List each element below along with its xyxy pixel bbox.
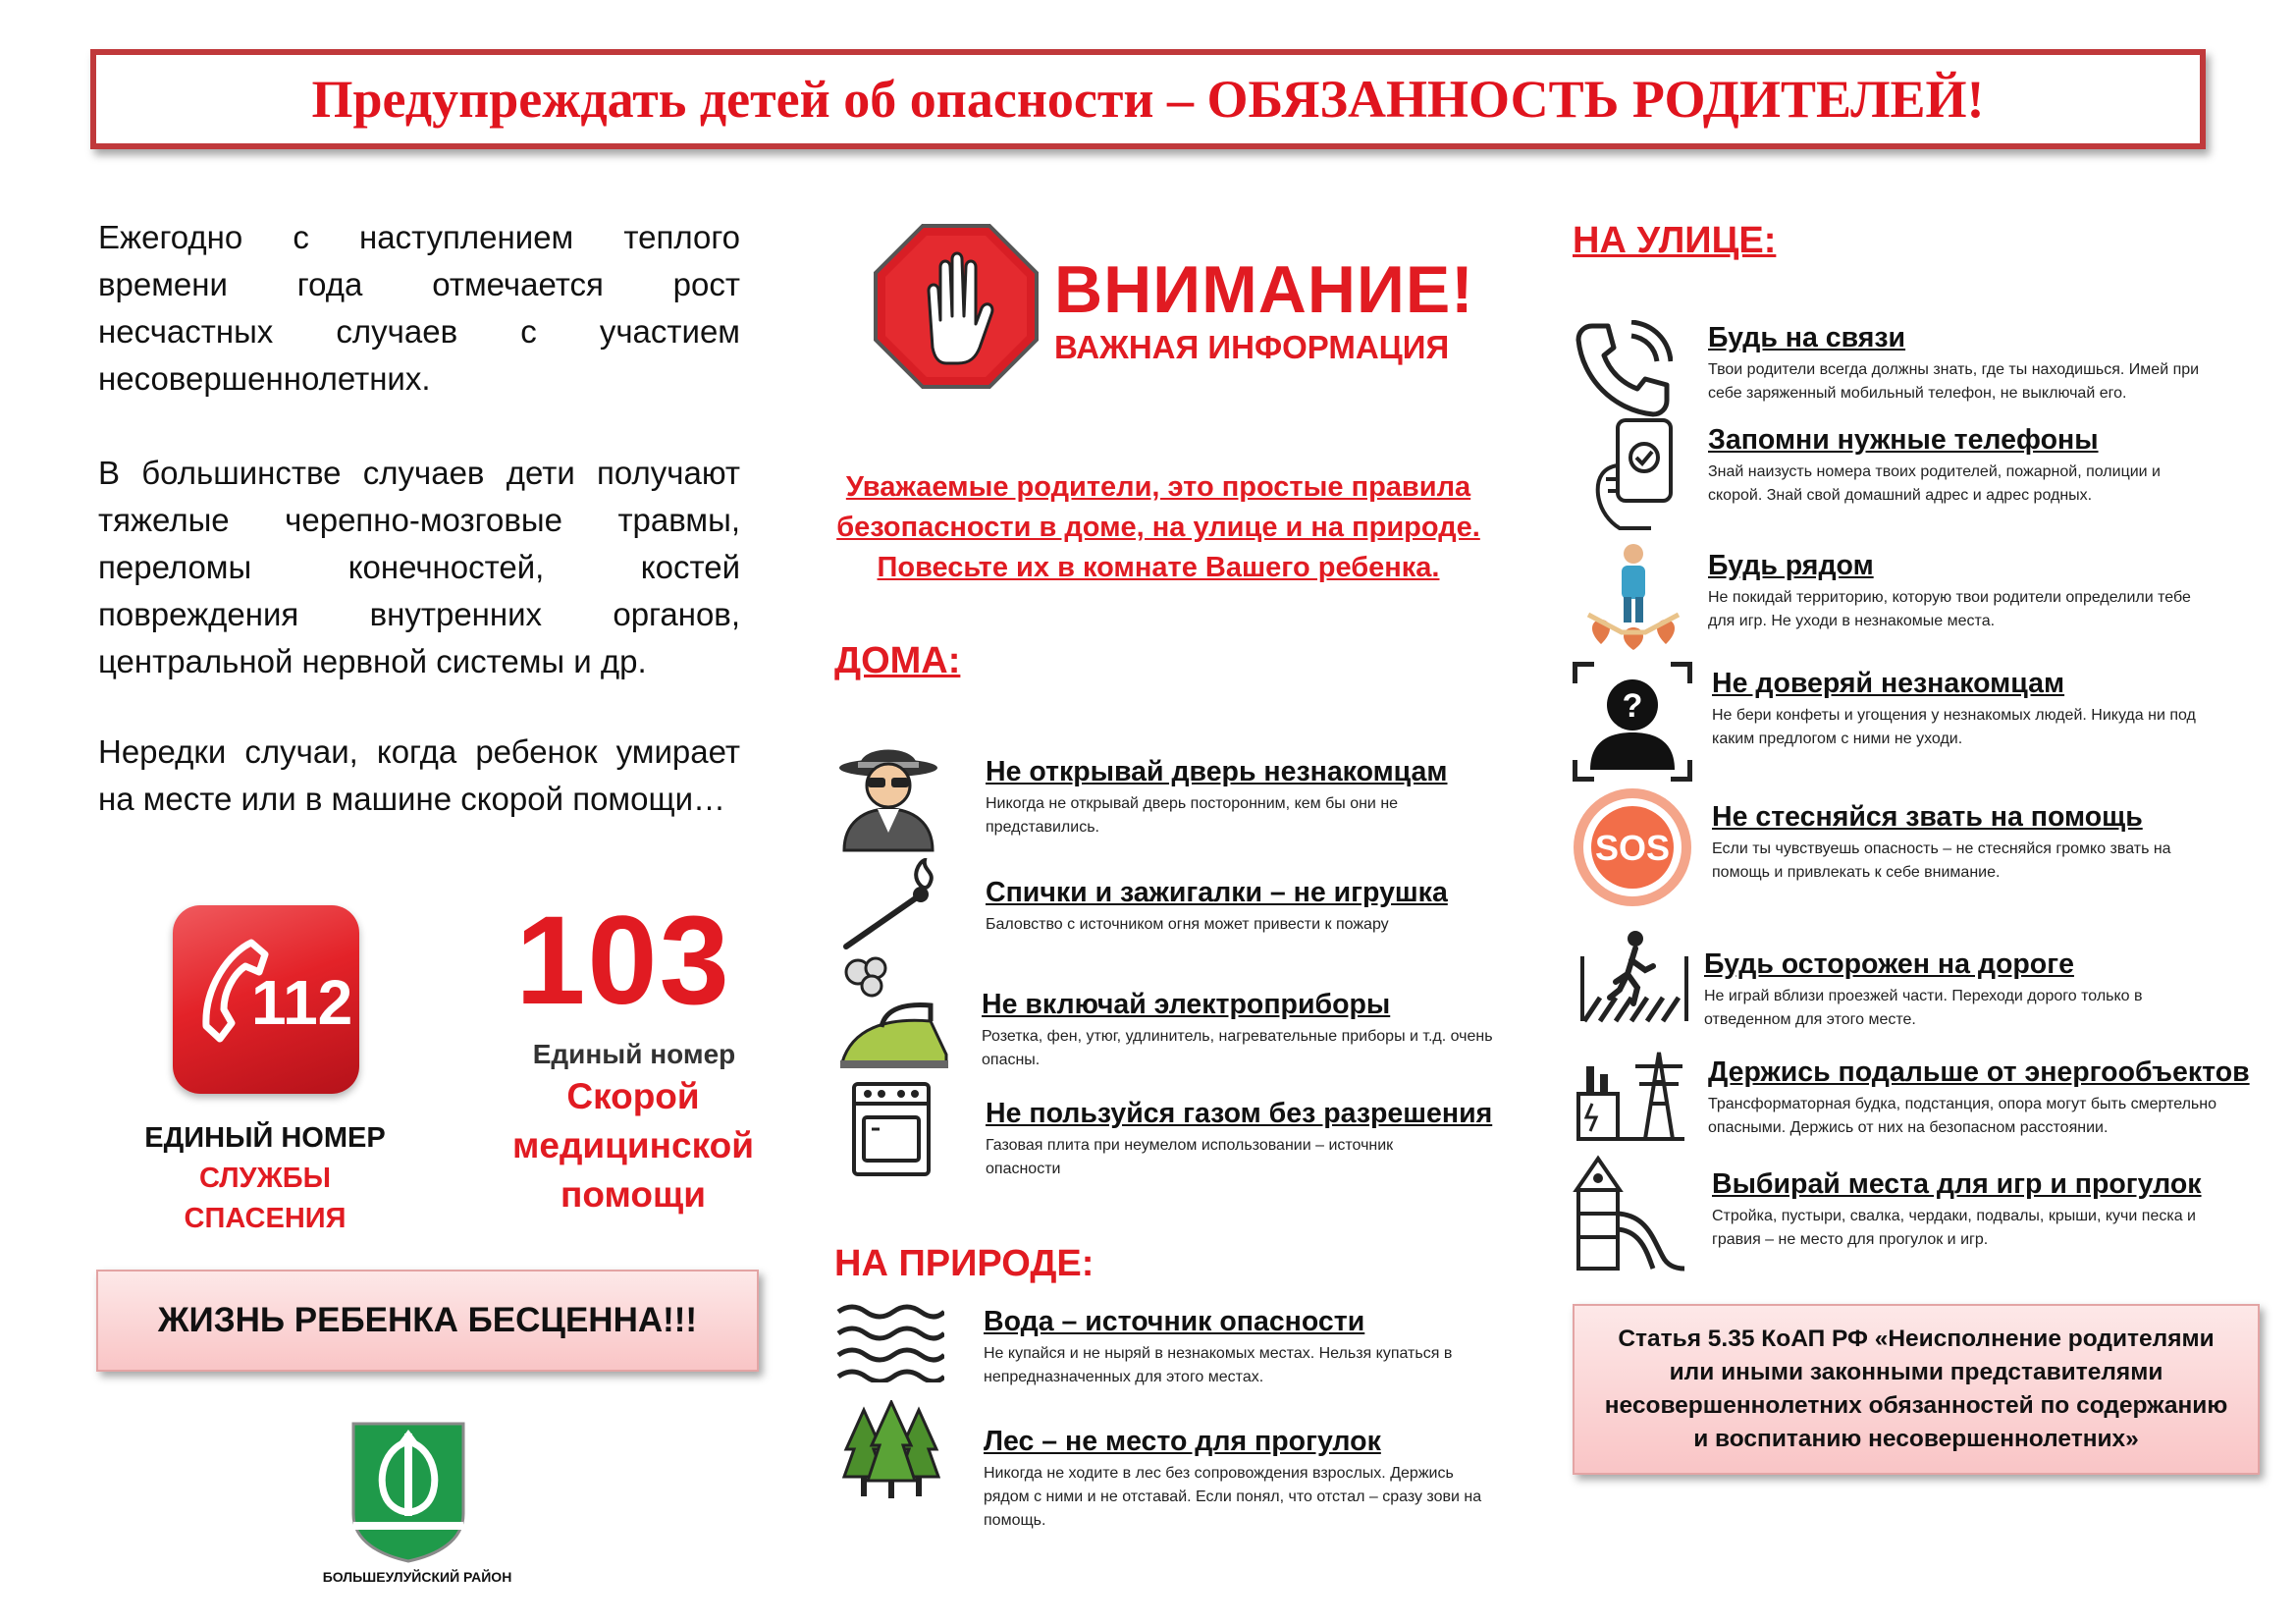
svg-text:SOS: SOS (1594, 828, 1671, 868)
life-priceless-text: ЖИЗНЬ РЕБЕНКА БЕСЦЕННА!!! (157, 1301, 698, 1339)
street-rule-3-desc: Не покидай территорию, которую твои родители определили тебе для игр. Не уходи в незнакомые места. (1708, 589, 2191, 629)
home-rule-4-title: Не пользуйся газом без разрешения (986, 1098, 1493, 1129)
home-rule-1-title: Не открывай дверь незнакомцам (986, 756, 1448, 787)
nature-rule-1-desc: Не купайся и не ныряй в незнакомых местах. Нельзя купаться в непредназначенных для этого местах. (984, 1345, 1453, 1385)
intro-paragraph-2: В большинстве случаев дети получают тяжелые черепно-мозговые травмы, переломы конечностей, костей повреждения внутренних органов, центральной нервной системы и др. (98, 455, 740, 679)
attention-title: ВНИМАНИЕ! (1054, 252, 1474, 327)
page-header (90, 49, 2206, 149)
person-location-icon (1582, 542, 1684, 650)
street-rule-7-desc: Трансформаторная будка, подстанция, опора могут быть смертельно опасными. Держись от них на безопасном расстоянии. (1708, 1096, 2216, 1136)
nature-rule-1-title: Вода – источник опасности (984, 1306, 1365, 1337)
intro-paragraph-3: Нередки случаи, когда ребенок умирает на месте или в машине скорой помощи… (98, 733, 740, 817)
street-rule-4-title: Не доверяй незнакомцам (1712, 668, 2065, 699)
ambulance-label (481, 1072, 785, 1219)
district-coat-of-arms-icon (349, 1420, 467, 1563)
notice-line-3: Повесьте их в комнате Вашего ребенка. (877, 552, 1440, 583)
district-name: БОЛЬШЕУЛУЙСКИЙ РАЙОН (322, 1569, 512, 1585)
home-rule-2-desc: Баловство с источником огня может привести к пожару (986, 916, 1389, 933)
notice-line-1: Уважаемые родители, это простые правила (845, 471, 1471, 503)
section-nature-title: НА ПРИРОДЕ: (834, 1243, 1095, 1284)
street-rule-5-desc: Если ты чувствуешь опасность – не стесняйся громко звать на помощь и привлекать к себе внимание. (1712, 840, 2171, 881)
burning-match-icon (840, 858, 946, 952)
intro-paragraph-1: Ежегодно с наступлением теплого времени года отмечается рост несчастных случаев с участием несовершеннолетних. (98, 219, 740, 397)
ambulance-label-line4: помощи (561, 1174, 706, 1215)
attention-subtitle: ВАЖНАЯ ИНФОРМАЦИЯ (1054, 329, 1450, 365)
street-rule-8-desc: Стройка, пустыри, свалка, чердаки, подвалы, крыши, кучи песка и гравия – не место для прогулок и игр. (1712, 1208, 2196, 1248)
street-rule-8-title: Выбирай места для игр и прогулок (1712, 1168, 2202, 1200)
rescue-label-line1: ЕДИНЫЙ НОМЕР (144, 1122, 386, 1154)
sos-icon (1571, 785, 1694, 909)
phone-call-icon (1575, 320, 1673, 418)
crosswalk-icon (1580, 929, 1688, 1023)
home-rule-2-title: Спички и зажигалки – не игрушка (986, 877, 1448, 908)
ambulance-label-line1: Единый номер (532, 1039, 736, 1069)
parents-notice (825, 467, 1492, 588)
rescue-label-line2: СЛУЖБЫ (198, 1163, 332, 1194)
stranger-spy-icon (830, 736, 946, 852)
water-waves-icon (834, 1302, 944, 1382)
unknown-person-icon (1573, 662, 1692, 782)
street-rule-5-title: Не стесняйся звать на помощь (1712, 801, 2143, 833)
home-rule-3-title: Не включай электроприборы (982, 989, 1391, 1020)
nature-rule-2-desc: Никогда не ходите в лес без сопровождения взрослых. Держись рядом с ними и не отставай. Если понял, что отстал – сразу зови на помощь. (984, 1465, 1482, 1529)
law-article-box (1573, 1304, 2260, 1475)
street-rule-2-desc: Знай наизусть номера твоих родителей, пожарной, полиции и скорой. Знай свой домашний адрес и адрес родных. (1708, 463, 2161, 504)
rescue-112-tile (173, 905, 359, 1094)
svg-text:?: ? (1622, 687, 1643, 725)
street-rule-1-title: Будь на связи (1708, 322, 1906, 353)
smoking-iron-icon (836, 956, 952, 1072)
street-rule-2-title: Запомни нужные телефоны (1708, 424, 2099, 456)
ambulance-label-line2: Скорой (566, 1076, 700, 1116)
notice-line-2: безопасности в доме, на улице и на природе. (836, 512, 1480, 543)
gas-stove-icon (850, 1080, 933, 1178)
ambulance-number: 103 (515, 891, 731, 1031)
home-rule-4-desc: Газовая плита при неумелом использовании – источник опасности (986, 1137, 1394, 1177)
ambulance-label-line3: медицинской (512, 1125, 754, 1165)
stop-hand-icon (872, 222, 1041, 391)
street-rule-7-title: Держись подальше от энергообъектов (1708, 1056, 2250, 1088)
street-rule-3-title: Будь рядом (1708, 550, 1874, 581)
section-street-title: НА УЛИЦЕ: (1573, 220, 1777, 261)
street-rule-6-title: Будь осторожен на дороге (1704, 948, 2074, 980)
nature-rule-2-title: Лес – не место для прогулок (984, 1426, 1381, 1457)
rescue-label-line3: СПАСЕНИЯ (184, 1203, 347, 1234)
playground-icon (1569, 1155, 1688, 1272)
street-rule-4-desc: Не бери конфеты и угощения у незнакомых людей. Никуда ни под каким предлогом с ними не уходи. (1712, 707, 2196, 747)
power-plant-icon (1575, 1049, 1686, 1143)
life-priceless-banner (96, 1270, 759, 1372)
page-title: Предупреждать детей об опасности – ОБЯЗАННОСТЬ РОДИТЕЛЕЙ! (311, 70, 1985, 129)
forest-trees-icon (842, 1400, 940, 1500)
section-home-title: ДОМА: (834, 640, 961, 681)
phone-in-hand-icon (1590, 416, 1679, 530)
home-rule-3-desc: Розетка, фен, утюг, удлинитель, нагревательные приборы и т.д. очень опасны. (982, 1028, 1493, 1068)
law-article-text: Статья 5.35 КоАП РФ «Неисполнение родителями или иными законными представителями несовершеннолетних обязанностей по содержанию и воспитанию несовершеннолетних» (1604, 1326, 2228, 1452)
home-rule-1-desc: Никогда не открывай дверь посторонним, кем бы они не представились. (986, 795, 1399, 836)
rescue-number: 112 (251, 967, 353, 1038)
street-rule-6-desc: Не играй вблизи проезжей части. Переходи дорого только в отведенном для этого месте. (1704, 988, 2143, 1028)
street-rule-1-desc: Твои родители всегда должны знать, где ты находишься. Имей при себе заряженный мобильный телефон, не выключай его. (1708, 361, 2200, 402)
